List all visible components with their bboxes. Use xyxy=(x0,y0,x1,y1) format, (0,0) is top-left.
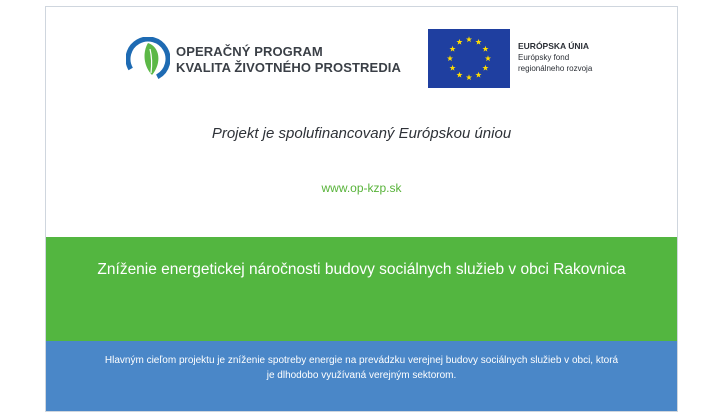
project-title: Zníženie energetickej náročnosti budovy sociálnych služieb v obci Rakovnica xyxy=(97,261,626,278)
project-description-line1: Hlavným cieľom projektu je zníženie spotreby energie na prevádzku verejnej budovy sociálnych služieb v obci, ktorá xyxy=(104,355,619,366)
project-description xyxy=(46,353,677,383)
eu-title: EURÓPSKA ÚNIA xyxy=(518,41,589,51)
project-title-band xyxy=(46,237,677,341)
project-description-line2: je dlhodobo využívaná verejným sektorom. xyxy=(266,370,457,381)
eu-fund-line1: Európsky fond xyxy=(518,53,570,62)
eu-label xyxy=(518,40,592,74)
program-leaf-logo-icon xyxy=(126,37,170,81)
eu-fund-line2: regionálneho rozvoja xyxy=(518,64,593,73)
program-name-line1: OPERAČNÝ PROGRAM xyxy=(176,44,323,59)
eu-flag-icon xyxy=(428,29,510,88)
information-board xyxy=(45,6,678,412)
cofinancing-tagline: Projekt je spolufinancovaný Európskou úniou xyxy=(211,125,512,142)
program-name-line2: KVALITA ŽIVOTNÉHO PROSTREDIA xyxy=(176,60,402,75)
program-name xyxy=(176,44,401,76)
project-description-band xyxy=(46,341,677,412)
program-url-link[interactable]: www.op-kzp.sk xyxy=(321,181,402,195)
